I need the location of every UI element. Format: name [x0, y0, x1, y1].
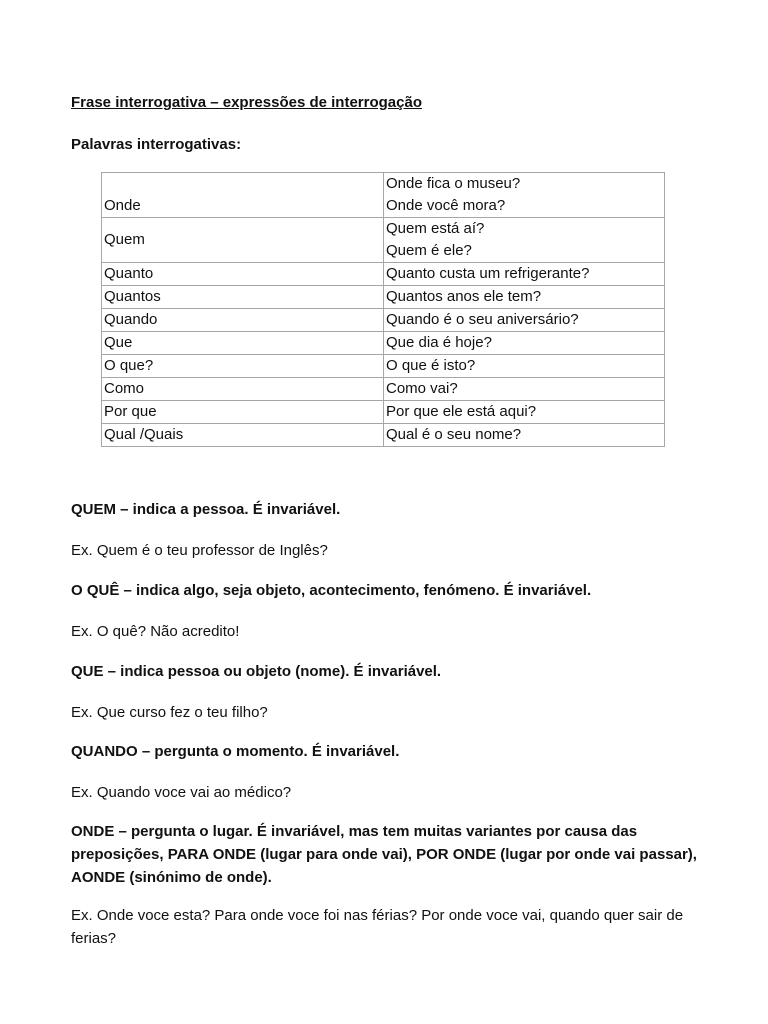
example-cell: [384, 309, 665, 332]
interrogative-word: Quem: [102, 218, 384, 263]
quando-example: Ex. Quando voce vai ao médico?: [71, 784, 292, 801]
interrogative-word: Quando: [102, 309, 384, 332]
interrogative-word: Por que: [102, 401, 384, 424]
que-example: Ex. Que curso fez o teu filho?: [71, 704, 268, 721]
example-sentence: Que dia é hoje?: [386, 334, 492, 351]
oque-example: Ex. O quê? Não acredito!: [71, 623, 240, 640]
example-sentence: Onde você mora?: [386, 197, 506, 214]
table-row: [102, 173, 665, 218]
quando-rule: QUANDO – pergunta o momento. É invariável.: [71, 743, 400, 760]
table-row: [102, 218, 665, 263]
oque-rule: O QUÊ – indica algo, seja objeto, acontecimento, fenómeno. É invariável.: [71, 582, 592, 599]
table-row: [102, 286, 665, 309]
interrogative-word: O que?: [102, 355, 384, 378]
page-title: Frase interrogativa – expressões de interrogação: [71, 94, 422, 111]
quem-example: Ex. Quem é o teu professor de Inglês?: [71, 542, 328, 559]
interrogative-word: Qual /Quais: [102, 424, 384, 447]
example-sentence: Quantos anos ele tem?: [386, 288, 542, 305]
table-row: [102, 309, 665, 332]
example-cell: [384, 355, 665, 378]
example-cell: [384, 173, 665, 218]
example-sentence: Quem está aí?: [386, 220, 485, 237]
example-sentence: Quem é ele?: [386, 242, 472, 259]
example-sentence: Quando é o seu aniversário?: [386, 311, 579, 328]
example-sentence: Quanto custa um refrigerante?: [386, 265, 590, 282]
example-sentence: O que é isto?: [386, 357, 476, 374]
example-cell: [384, 286, 665, 309]
section-subtitle: Palavras interrogativas:: [71, 136, 242, 153]
example-cell: [384, 263, 665, 286]
example-cell: [384, 332, 665, 355]
table-row: [102, 355, 665, 378]
interrogative-word: Onde: [102, 173, 384, 218]
interrogative-word: Que: [102, 332, 384, 355]
table-row: [102, 401, 665, 424]
example-cell: [384, 401, 665, 424]
table-row: [102, 378, 665, 401]
interrogative-word: Como: [102, 378, 384, 401]
interrogative-words-table: [101, 172, 665, 447]
quem-rule: QUEM – indica a pessoa. É invariável.: [71, 501, 341, 518]
example-sentence: Onde fica o museu?: [386, 175, 521, 192]
interrogative-word: Quantos: [102, 286, 384, 309]
interrogative-word: Quanto: [102, 263, 384, 286]
table-row: [102, 424, 665, 447]
onde-rule: ONDE – pergunta o lugar. É invariável, mas tem muitas variantes por causa das preposições, PARA ONDE (lugar para onde vai), POR ONDE (lugar por onde vai passar), AONDE (sinónimo de onde).: [71, 823, 697, 886]
table-row: [102, 332, 665, 355]
example-cell: [384, 424, 665, 447]
onde-example: Ex. Onde voce esta? Para onde voce foi nas férias? Por onde voce vai, quando quer sair de ferias?: [71, 907, 684, 947]
example-cell: [384, 218, 665, 263]
example-sentence: Por que ele está aqui?: [386, 403, 537, 420]
table-row: [102, 263, 665, 286]
example-cell: [384, 378, 665, 401]
example-sentence: Qual é o seu nome?: [386, 426, 522, 443]
example-sentence: Como vai?: [386, 380, 458, 397]
que-rule: QUE – indica pessoa ou objeto (nome). É invariável.: [71, 663, 442, 680]
